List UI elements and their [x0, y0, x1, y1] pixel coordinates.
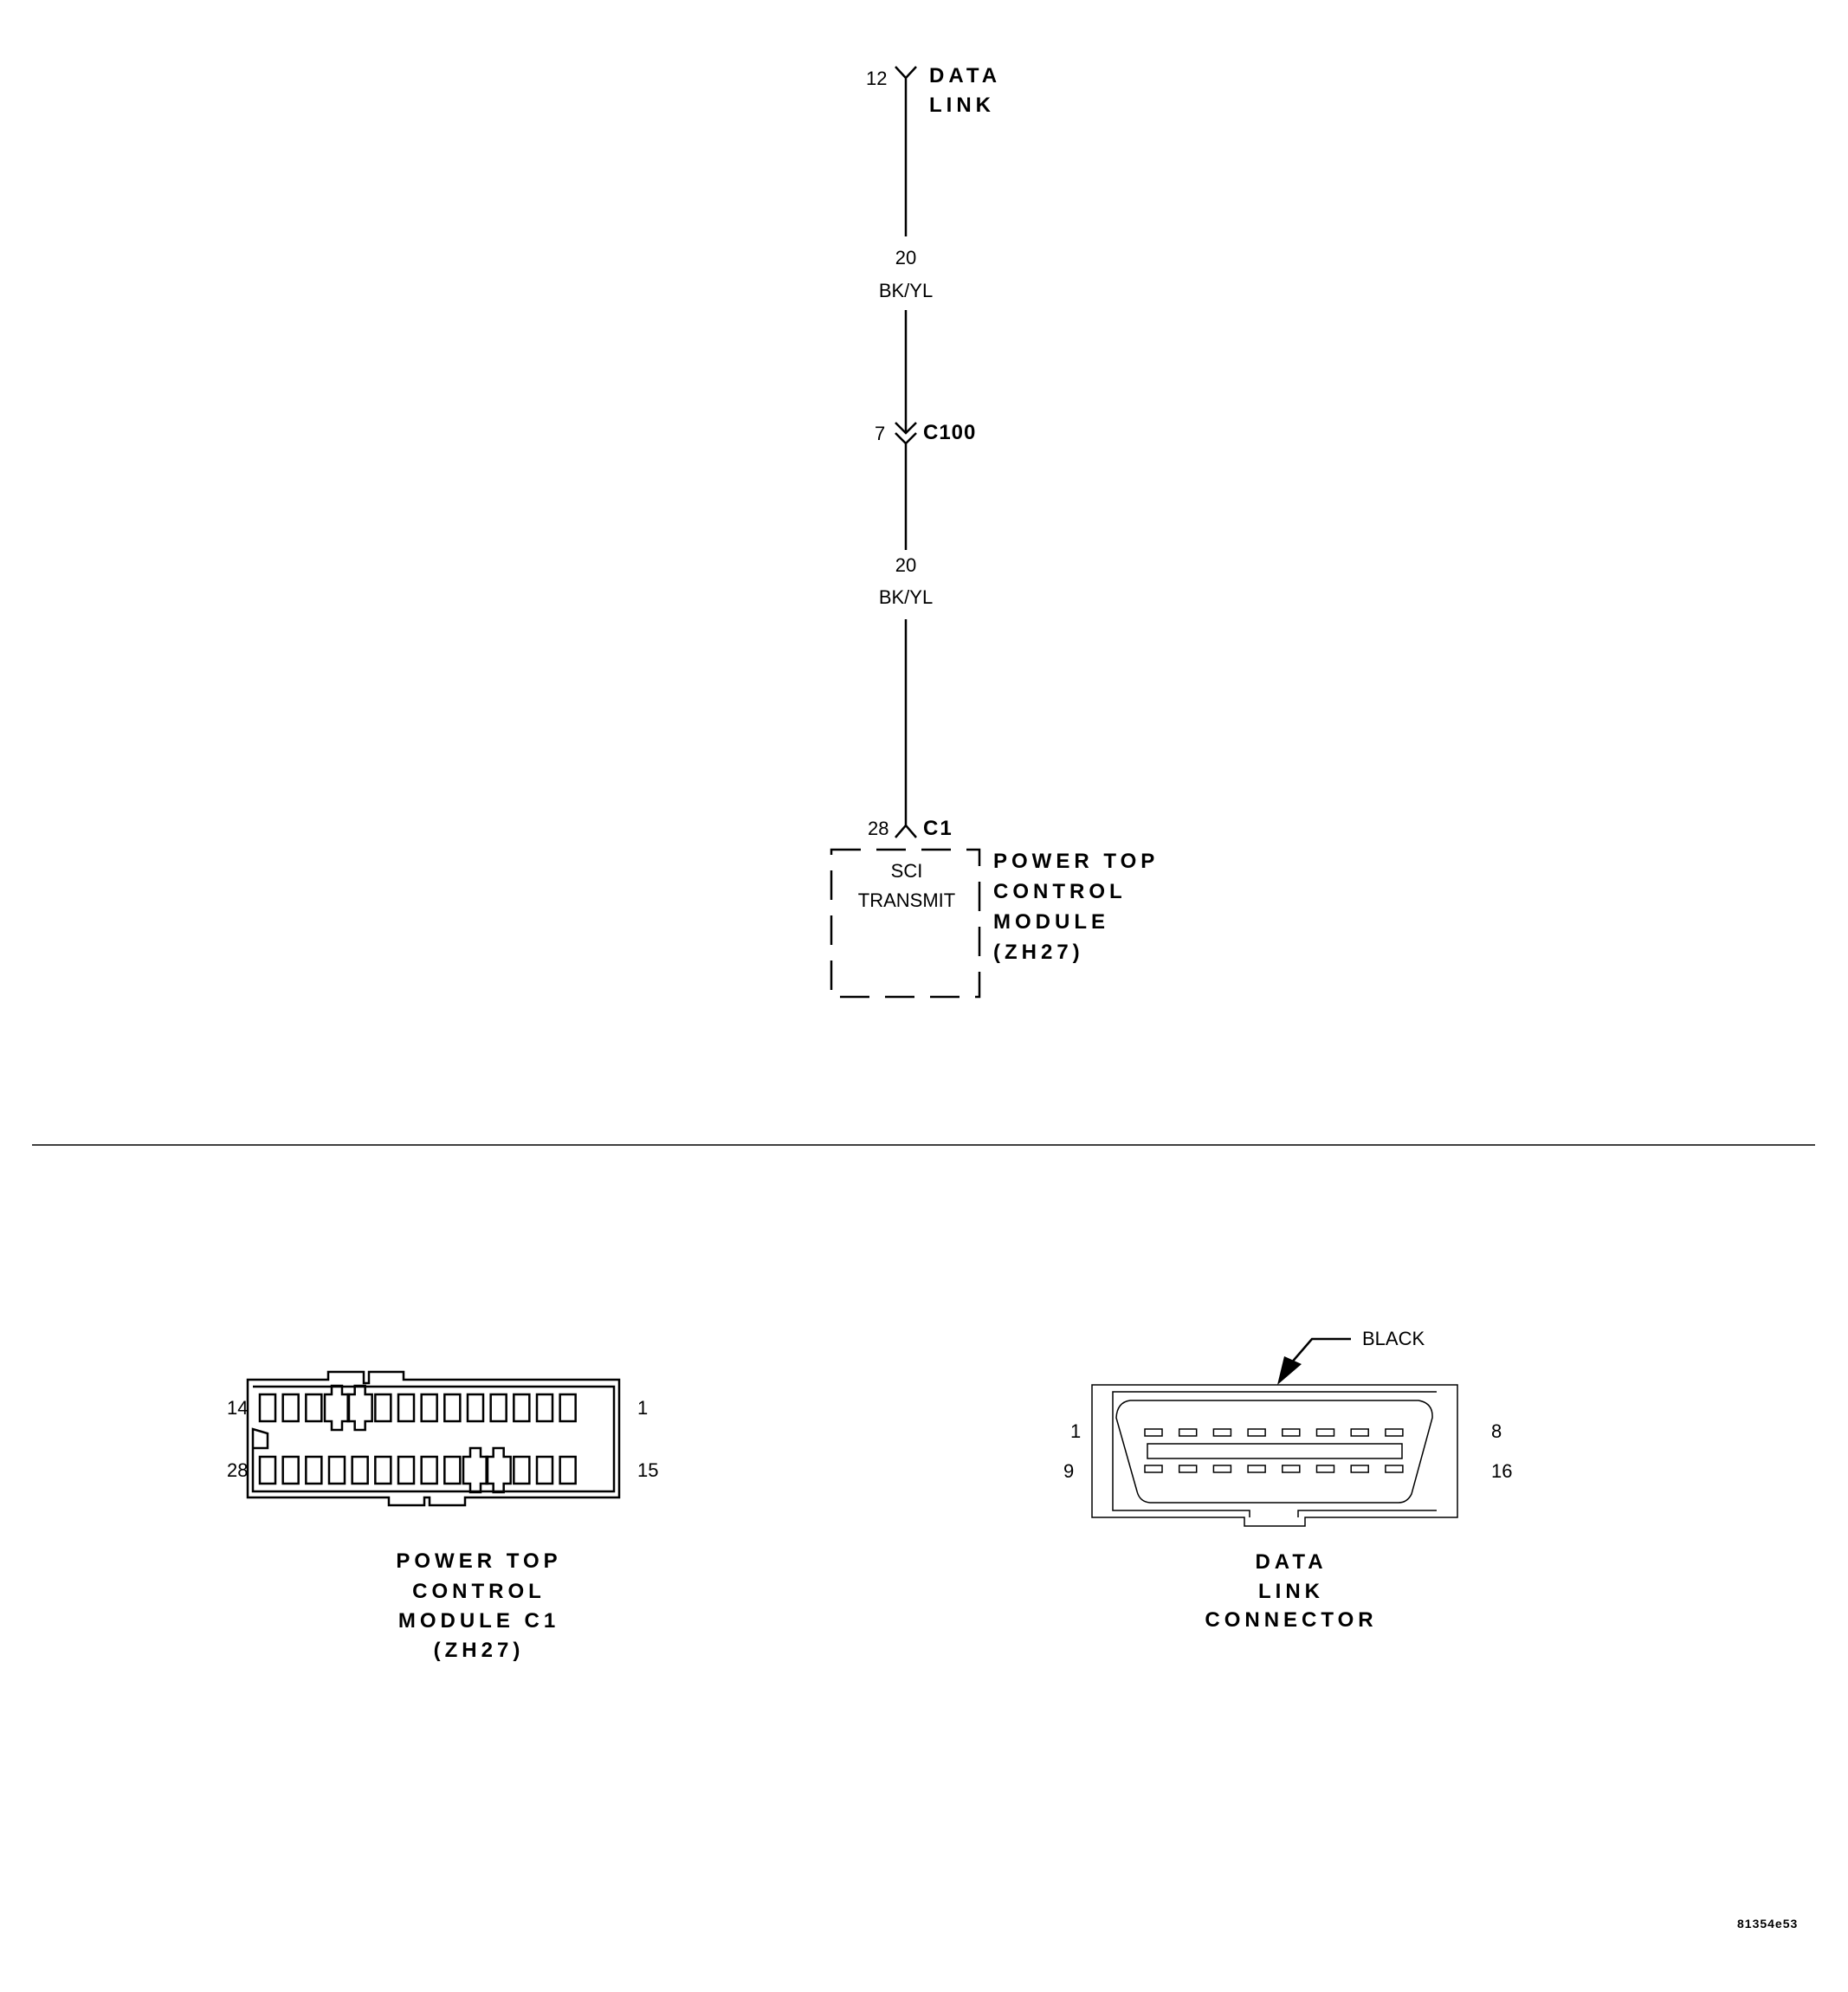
pin-cavity: [1317, 1429, 1334, 1436]
wire-gauge: 20: [895, 554, 917, 576]
pin-cavity: [1248, 1465, 1265, 1472]
color-callout: BLACK: [1362, 1328, 1425, 1349]
pin-label: 14: [227, 1397, 249, 1419]
pin-cavity: [1213, 1465, 1231, 1472]
pin-cavity: [1317, 1465, 1334, 1472]
pin-cavity: [487, 1448, 511, 1492]
pin-cavity: [1283, 1465, 1300, 1472]
caption-line: CONNECTOR: [1205, 1608, 1378, 1632]
pin-cavity: [1386, 1465, 1403, 1472]
connector-name: C1: [923, 817, 953, 840]
pin-cavity: [1386, 1429, 1403, 1436]
caption-line: (ZH27): [433, 1639, 525, 1662]
pin-cavity: [1248, 1429, 1265, 1436]
data-link-caption: [1205, 1550, 1377, 1632]
pin-cavity: [422, 1394, 437, 1421]
pin-cavity: [514, 1457, 529, 1484]
pin-cavity: [1351, 1465, 1368, 1472]
pin-cavity: [491, 1394, 507, 1421]
pin-label: 28: [227, 1459, 249, 1481]
pin-cavity: [352, 1457, 368, 1484]
power-top-c1-connector-face: [227, 1372, 658, 1505]
pin-label: 1: [637, 1397, 649, 1419]
module-name: MODULE: [993, 910, 1109, 934]
pin-cavity: [537, 1457, 552, 1484]
pin-cavity: [1145, 1429, 1162, 1436]
caption-line: DATA: [1255, 1550, 1328, 1574]
pin-cavity: [1179, 1465, 1197, 1472]
connector-name: LINK: [929, 94, 995, 117]
pin-cavity: [283, 1394, 299, 1421]
pin-cavity: [560, 1394, 576, 1421]
pin-cavity: [1351, 1429, 1368, 1436]
callout-leader: [1290, 1339, 1351, 1364]
pin-cavity: [398, 1457, 414, 1484]
pin-cavity: [306, 1394, 321, 1421]
pin-cavity: [348, 1386, 372, 1430]
pin-cavity: [260, 1394, 275, 1421]
pin-cavity: [444, 1457, 460, 1484]
wire-gauge: 20: [895, 247, 917, 268]
module-function: SCI: [890, 860, 923, 882]
module-name: POWER TOP: [993, 850, 1160, 873]
caption-line: POWER TOP: [396, 1549, 562, 1573]
wire-color: BK/YL: [878, 280, 934, 301]
pin-cavity: [306, 1457, 321, 1484]
wire-color: BK/YL: [878, 586, 934, 608]
pin-cavity: [325, 1386, 349, 1430]
figure-id: 81354e53: [1737, 1917, 1799, 1931]
pin-cavity: [514, 1394, 529, 1421]
module-name: (ZH27): [993, 941, 1084, 964]
pin-label: 8: [1491, 1420, 1502, 1442]
pin-cavity: [329, 1457, 345, 1484]
connector-name: DATA: [929, 64, 1002, 87]
pin-cavity: [468, 1394, 483, 1421]
pin-cavity: [463, 1448, 488, 1492]
caption-line: MODULE C1: [397, 1609, 560, 1633]
data-link-connector-terminal: [866, 64, 1001, 236]
pin-cavity: [1283, 1429, 1300, 1436]
caption-line: CONTROL: [412, 1580, 546, 1603]
pin-cavity: [1179, 1429, 1197, 1436]
pin-number: 12: [866, 68, 888, 89]
c1-module-connector: [868, 619, 953, 840]
pin-label: 9: [1063, 1460, 1075, 1482]
module-name: CONTROL: [993, 880, 1127, 903]
pin-cavity: [444, 1394, 460, 1421]
pin-cavity: [260, 1457, 275, 1484]
pin-number: 28: [868, 818, 889, 839]
pin-cavity: [537, 1394, 552, 1421]
pin-cavity: [375, 1394, 391, 1421]
pin-label: 15: [637, 1459, 659, 1481]
callout-arrow-icon: [1277, 1356, 1302, 1385]
power-top-control-module: [831, 850, 1159, 997]
pin-label: 1: [1070, 1420, 1082, 1442]
pin-cavity: [375, 1457, 391, 1484]
data-link-connector-face: [1063, 1328, 1512, 1526]
power-top-c1-caption: [396, 1549, 561, 1662]
pin-cavity: [1213, 1429, 1231, 1436]
pin-cavity: [1145, 1465, 1162, 1472]
module-function: TRANSMIT: [857, 889, 956, 911]
pin-cavity: [422, 1457, 437, 1484]
pin-cavity: [560, 1457, 576, 1484]
c100-inline-connector: [875, 421, 976, 550]
caption-line: LINK: [1258, 1580, 1324, 1603]
pin-number: 7: [875, 423, 886, 444]
pin-label: 16: [1491, 1460, 1513, 1482]
pin-cavity: [283, 1457, 299, 1484]
pin-cavity: [398, 1394, 414, 1421]
connector-name: C100: [923, 421, 977, 444]
